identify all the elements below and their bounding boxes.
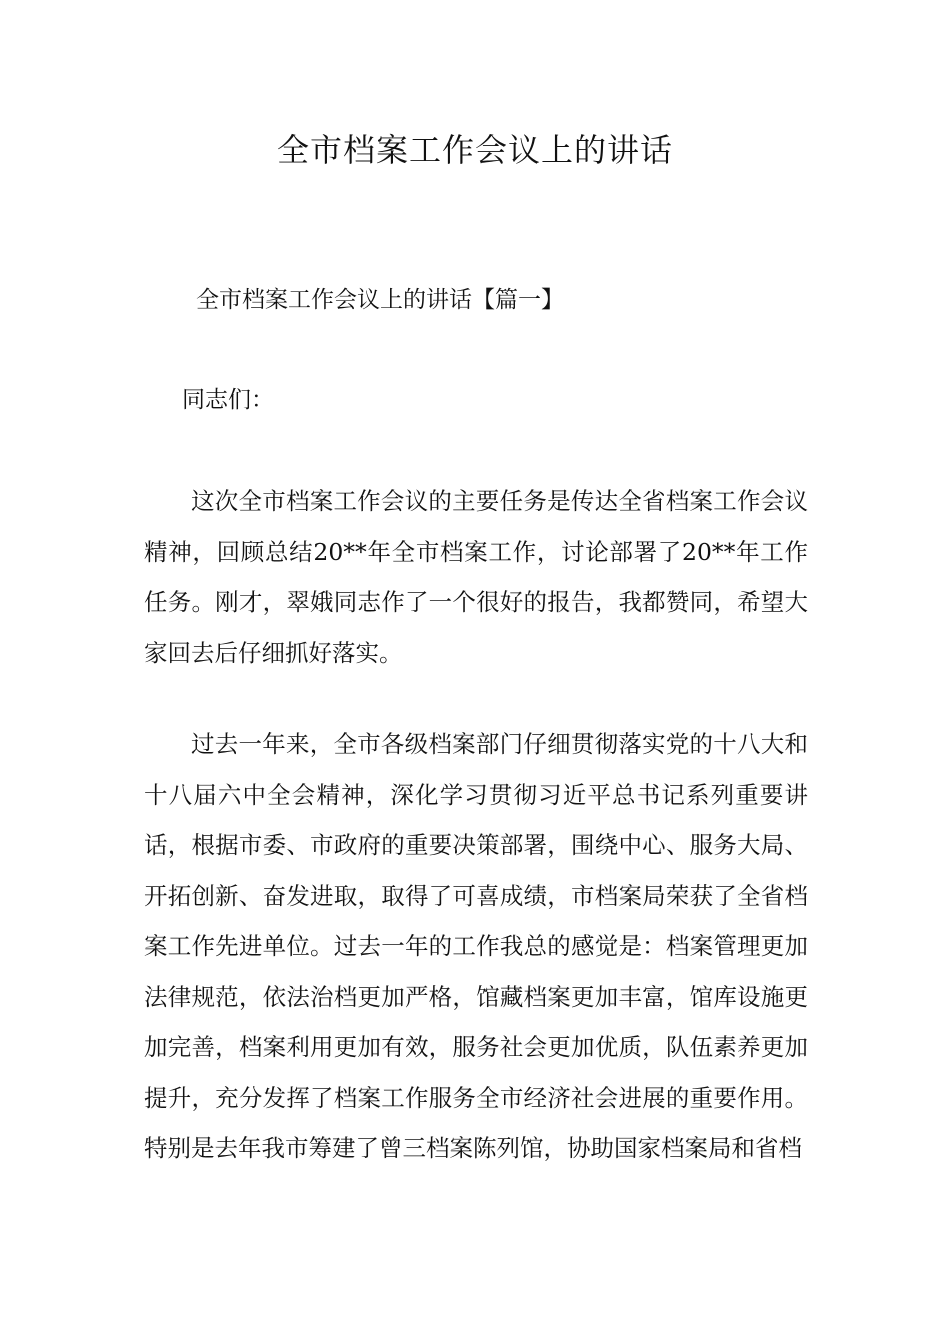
document-title: 全市档案工作会议上的讲话 xyxy=(276,131,673,169)
paragraph-2: 过去一年来，全市各级档案部门仔细贯彻落实党的十八大和十八届六中全会精神，深化学习贯彻习近平总书记系列重要讲话，根据市委、市政府的重要决策部署，围绕中心、服务大局、开拓创新、奋发进取，取得了可喜成绩，市档案局荣获了全省档案工作先进单位。过去一年的工作我总的感觉是：档案管理更加法律规范，依法治档更加严格，馆藏档案更加丰富，馆库设施更加完善，档案利用更加有效，服务社会更加优质，队伍素养更加提升，充分发挥了档案工作服务全市经济社会进展的重要作用。特别是去年我市筹建了曾三档案陈列馆，协助国家档案局和省档 xyxy=(144,730,808,1162)
salutation: 同志们： xyxy=(182,387,274,413)
section-subtitle: 全市档案工作会议上的讲话【篇一】 xyxy=(196,287,564,313)
paragraph-1: 这次全市档案工作会议的主要任务是传达全省档案工作会议精神，回顾总结20**年全市档案工作，讨论部署了20**年工作任务。刚才，翠娥同志作了一个很好的报告，我都赞同，希望大家回去后仔细抓好落实。 xyxy=(144,487,808,667)
